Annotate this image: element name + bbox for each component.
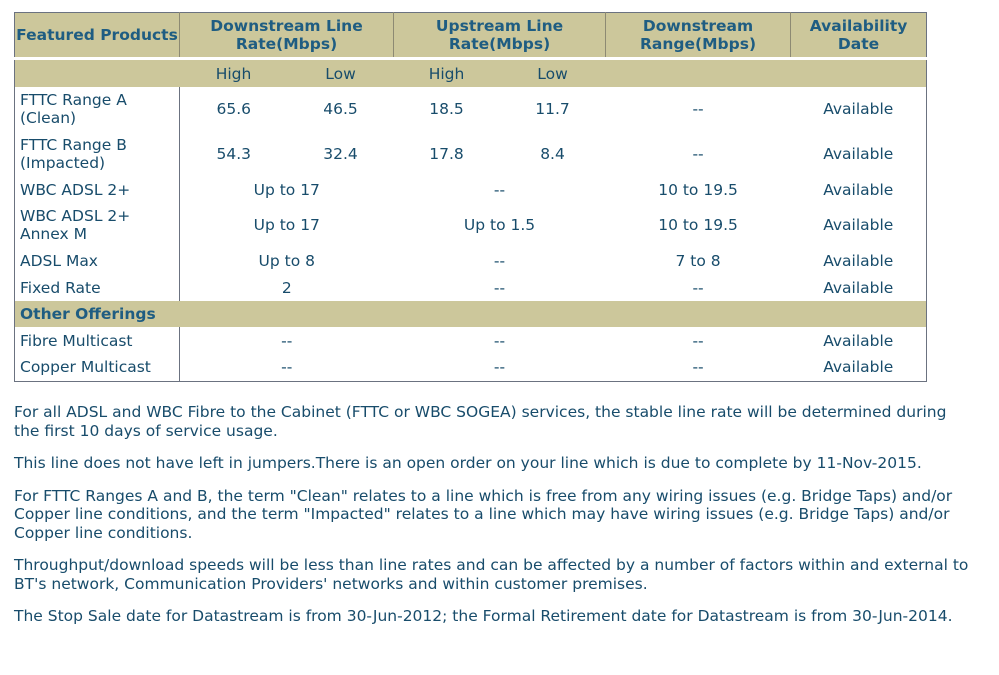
availability-value: Available: [823, 331, 894, 350]
up-low-value: 8.4: [540, 144, 565, 163]
downstream-value: Up to 17: [253, 216, 320, 234]
table-row: [15, 247, 927, 275]
subheader-empty: [791, 59, 927, 88]
table-row: [15, 275, 927, 301]
range-value: 7 to 8: [675, 252, 721, 270]
downstream-value: --: [281, 358, 293, 377]
product-label: FTTC Range A (Clean): [15, 87, 180, 131]
table-row: [15, 354, 927, 381]
table-row: [15, 131, 927, 176]
subheader-empty: [606, 59, 791, 88]
header-featured-products: Featured Products: [15, 13, 180, 59]
note-paragraph: This line does not have left in jumpers.There is an open order on your line which is due to complete by 11-Nov-2015.: [14, 454, 922, 472]
up-high-value: 17.8: [429, 144, 464, 163]
range-value: --: [692, 100, 704, 118]
range-value: --: [692, 358, 704, 377]
downstream-value: Up to 8: [258, 252, 315, 270]
table-row: [15, 176, 927, 203]
note-paragraph: The Stop Sale date for Datastream is from 30-Jun-2012; the Formal Retirement date for Datastream is from 30-Jun-2014.: [14, 607, 953, 625]
subheader-up-low: Low: [500, 59, 606, 88]
table-row: [15, 203, 927, 247]
table-row: [15, 327, 927, 354]
product-label: FTTC Range B (Impacted): [15, 131, 180, 176]
note-paragraph: Throughput/download speeds will be less than line rates and can be affected by a number of factors within and external to BT's network, Communication Providers' networks and within customer premises.: [14, 556, 969, 593]
availability-value: Available: [823, 100, 894, 118]
availability-value: Available: [823, 144, 894, 163]
header-downstream-line-rate: Downstream Line Rate(Mbps): [180, 13, 394, 59]
availability-value: Available: [823, 252, 894, 270]
note-paragraph: For FTTC Ranges A and B, the term "Clean" relates to a line which is free from any wiring issues (e.g. Bridge Taps) and/or Copper line conditions, and the term "Impacted" relates to a line which may have wiring issues (e.g. Bridge Taps) and/or Copper line conditions.: [14, 486, 953, 542]
range-value: --: [692, 144, 704, 163]
upstream-value: --: [493, 180, 506, 199]
availability-value: Available: [823, 180, 894, 199]
product-label: Fibre Multicast: [15, 327, 180, 354]
upstream-value: --: [493, 331, 506, 350]
header-availability-date: Availability Date: [791, 13, 927, 59]
downstream-value: --: [281, 331, 293, 350]
upstream-value: --: [493, 252, 506, 270]
product-label: Copper Multicast: [15, 354, 180, 381]
range-value: 10 to 19.5: [658, 180, 738, 199]
availability-value: Available: [823, 279, 894, 297]
upstream-value: Up to 1.5: [463, 216, 536, 234]
down-high-value: 65.6: [216, 100, 251, 118]
subheader-down-high: High: [180, 59, 288, 88]
subheader-up-high: High: [394, 59, 500, 88]
up-high-value: 18.5: [429, 100, 464, 118]
down-low-value: 32.4: [323, 144, 358, 163]
product-label: WBC ADSL 2+ Annex M: [15, 203, 180, 247]
range-value: --: [692, 279, 704, 297]
table-header-row: [15, 13, 927, 59]
up-low-value: 11.7: [535, 100, 570, 118]
downstream-value: 2: [281, 279, 292, 297]
availability-value: Available: [823, 216, 894, 234]
range-value: 10 to 19.5: [658, 216, 738, 234]
down-low-value: 46.5: [323, 100, 358, 118]
subheader-down-low: Low: [288, 59, 394, 88]
product-label: Fixed Rate: [15, 275, 180, 301]
note-paragraph: For all ADSL and WBC Fibre to the Cabinet (FTTC or WBC SOGEA) services, the stable line rate will be determined during the first 10 days of service usage.: [14, 403, 947, 440]
table-subheader-row: [15, 59, 927, 88]
header-upstream-line-rate: Upstream Line Rate(Mbps): [394, 13, 606, 59]
table-row: [15, 87, 927, 131]
downstream-value: Up to 17: [253, 180, 320, 199]
down-high-value: 54.3: [216, 144, 251, 163]
notes-section: [14, 403, 974, 640]
section-header-row: [15, 301, 927, 327]
other-offerings-label: Other Offerings: [15, 301, 927, 327]
upstream-value: --: [493, 358, 506, 377]
header-downstream-range: Downstream Range(Mbps): [606, 13, 791, 59]
subheader-empty: [15, 59, 180, 88]
availability-value: Available: [823, 358, 894, 377]
upstream-value: --: [493, 279, 506, 297]
availability-table: [14, 12, 927, 382]
product-label: WBC ADSL 2+: [15, 176, 180, 203]
product-label: ADSL Max: [15, 247, 180, 275]
range-value: --: [692, 331, 704, 350]
